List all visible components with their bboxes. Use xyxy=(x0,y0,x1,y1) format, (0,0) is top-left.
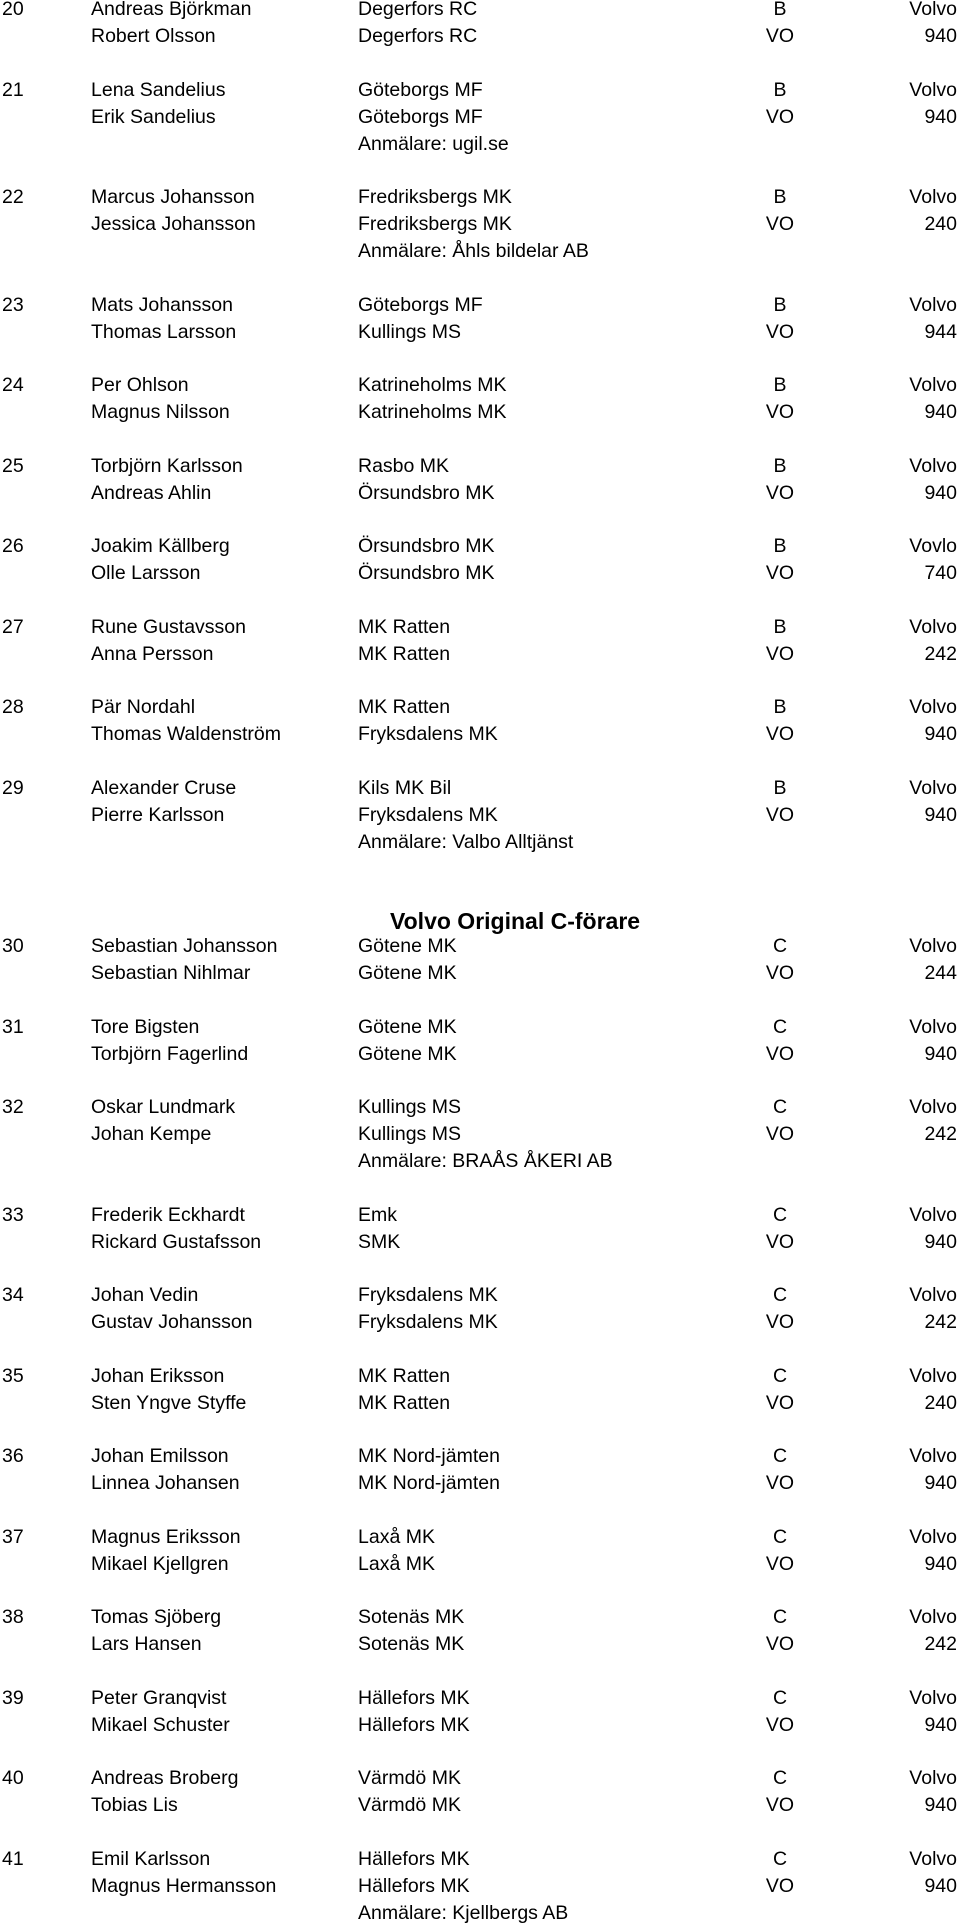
club-name: Götene MK xyxy=(358,962,457,984)
club-name: Örsundsbro MK xyxy=(358,535,495,557)
driver-name: Lena Sandelius xyxy=(91,78,226,101)
club-name: Göteborgs MF xyxy=(358,293,483,316)
class-code-text: VO xyxy=(765,1311,795,1333)
class-code-text: VO xyxy=(765,1391,795,1414)
class-code-text: B xyxy=(773,615,787,638)
driver-name: Tobias Lis xyxy=(91,1794,178,1816)
class-code-text: VO xyxy=(765,320,795,343)
entry-row xyxy=(0,1470,960,1497)
class-code-text: C xyxy=(772,1284,788,1306)
class-code-text: VO xyxy=(765,1042,795,1065)
entry-row xyxy=(0,104,960,131)
car-model: 240 xyxy=(924,213,957,235)
start-number: 28 xyxy=(2,696,24,718)
driver-name: Rune Gustavsson xyxy=(91,615,247,638)
class-code-text: VO xyxy=(765,213,795,235)
driver-name: Mikael Kjellgren xyxy=(91,1552,229,1575)
club-name: MK Ratten xyxy=(358,1391,451,1414)
club-name: Fryksdalens MK xyxy=(358,803,498,826)
entry-row xyxy=(0,1631,960,1658)
club-name: MK Ratten xyxy=(358,615,451,638)
entrant-note: Anmälare: Åhls bildelar AB xyxy=(358,240,589,262)
class-code-text: VO xyxy=(765,401,795,423)
car-model: 940 xyxy=(924,1230,957,1253)
class-code-text: B xyxy=(773,776,787,799)
club-name: Fredriksbergs MK xyxy=(358,213,512,235)
class-code-text: C xyxy=(772,1686,788,1709)
entry-row xyxy=(0,1765,960,1792)
entry-row xyxy=(0,1229,960,1256)
driver-name: Erik Sandelius xyxy=(91,105,216,128)
driver-name: Emil Karlsson xyxy=(91,1847,211,1870)
club-name: SMK xyxy=(358,1230,401,1253)
class-code-text: VO xyxy=(765,1123,795,1145)
club-name: MK Nord-jämten xyxy=(358,1445,500,1467)
car-model: 242 xyxy=(924,1311,957,1333)
start-number: 23 xyxy=(2,293,24,316)
car-model: 940 xyxy=(924,25,957,47)
club-name: Örsundsbro MK xyxy=(358,481,495,504)
start-number: 32 xyxy=(2,1096,24,1118)
entry-row xyxy=(0,1712,960,1739)
class-code-text: VO xyxy=(765,642,795,665)
entry-row xyxy=(0,1121,960,1148)
start-number: 25 xyxy=(2,454,24,477)
car-model: 940 xyxy=(924,1874,957,1897)
club-name: Götene MK xyxy=(358,1042,457,1065)
driver-name: Linnea Johansen xyxy=(91,1472,240,1494)
entrant-row xyxy=(0,1148,960,1175)
club-name: Göteborgs MF xyxy=(358,105,483,128)
club-name: Värmdö MK xyxy=(358,1794,461,1816)
class-code-text: C xyxy=(772,1847,788,1870)
car-model: Volvo xyxy=(909,0,957,20)
class-code-text: B xyxy=(773,186,787,208)
car-model: Volvo xyxy=(909,1015,957,1038)
club-name: Katrineholms MK xyxy=(358,401,507,423)
entrant-row xyxy=(0,238,960,265)
class-code-text: B xyxy=(773,535,787,557)
club-name: Sotenäs MK xyxy=(358,1606,465,1628)
car-model: 940 xyxy=(924,1472,957,1494)
entrant-note: Anmälare: Valbo Alltjänst xyxy=(358,830,574,853)
entry-row xyxy=(0,1094,960,1121)
section-heading: Volvo Original C-förare xyxy=(390,908,641,934)
car-model: Volvo xyxy=(909,1606,957,1628)
club-name: MK Ratten xyxy=(358,642,451,665)
class-code-text: VO xyxy=(765,562,795,584)
driver-name: Gustav Johansson xyxy=(91,1311,253,1333)
entry-row xyxy=(0,1551,960,1578)
entry-row xyxy=(0,775,960,802)
car-model: Volvo xyxy=(909,186,957,208)
club-name: Rasbo MK xyxy=(358,454,450,477)
class-code-text: VO xyxy=(765,1472,795,1494)
car-model: Volvo xyxy=(909,615,957,638)
car-model: Volvo xyxy=(909,1686,957,1709)
club-name: Laxå MK xyxy=(358,1552,435,1575)
club-name: Örsundsbro MK xyxy=(358,562,495,584)
driver-name: Thomas Waldenström xyxy=(91,723,282,745)
club-name: Götene MK xyxy=(358,935,457,957)
driver-name: Joakim Källberg xyxy=(91,535,230,557)
class-code-text: B xyxy=(773,78,787,101)
club-name: Hällefors MK xyxy=(358,1847,470,1870)
start-number: 20 xyxy=(2,0,24,20)
entry-row xyxy=(0,560,960,587)
entry-row xyxy=(0,1390,960,1417)
driver-name: Johan Eriksson xyxy=(91,1364,225,1387)
club-name: Fryksdalens MK xyxy=(358,1311,498,1333)
car-model: 242 xyxy=(924,1123,957,1145)
car-model: Volvo xyxy=(909,374,957,396)
driver-name: Peter Granqvist xyxy=(91,1686,227,1709)
club-name: MK Ratten xyxy=(358,696,451,718)
driver-name: Mats Johansson xyxy=(91,293,233,316)
driver-name: Pierre Karlsson xyxy=(91,803,225,826)
start-number: 34 xyxy=(2,1284,24,1306)
driver-name: Mikael Schuster xyxy=(91,1713,230,1736)
driver-name: Sebastian Nihlmar xyxy=(91,962,251,984)
car-model: 940 xyxy=(924,1713,957,1736)
class-code-text: B xyxy=(773,454,787,477)
car-model: 740 xyxy=(924,562,957,584)
entry-row xyxy=(0,721,960,748)
entry-row xyxy=(0,319,960,346)
entry-row xyxy=(0,480,960,507)
class-code-text: VO xyxy=(765,1552,795,1575)
entry-row xyxy=(0,211,960,238)
class-code-text: VO xyxy=(765,1713,795,1736)
entrant-note: Anmälare: ugil.se xyxy=(358,132,509,155)
car-model: 940 xyxy=(924,1794,957,1816)
entry-row xyxy=(0,694,960,721)
driver-name: Johan Kempe xyxy=(91,1123,212,1145)
club-name: Fredriksbergs MK xyxy=(358,186,512,208)
car-model: Vovlo xyxy=(909,535,957,557)
start-number: 27 xyxy=(2,615,24,638)
driver-name: Torbjörn Fagerlind xyxy=(91,1042,249,1065)
club-name: Emk xyxy=(358,1203,397,1226)
driver-name: Pär Nordahl xyxy=(91,696,196,718)
class-code-text: C xyxy=(772,1606,788,1628)
entry-row xyxy=(0,614,960,641)
driver-name: Anna Persson xyxy=(91,642,214,665)
start-number: 40 xyxy=(2,1767,24,1789)
car-model: Volvo xyxy=(909,1284,957,1306)
class-code-text: C xyxy=(772,1767,788,1789)
car-model: Volvo xyxy=(909,1096,957,1118)
club-name: Degerfors RC xyxy=(358,0,478,20)
entry-row xyxy=(0,23,960,50)
entry-row xyxy=(0,1041,960,1068)
entrant-row xyxy=(0,1900,960,1927)
car-model: Volvo xyxy=(909,935,957,957)
club-name: Kullings MS xyxy=(358,320,461,343)
entry-row xyxy=(0,1846,960,1873)
class-code-text: C xyxy=(772,1203,788,1226)
driver-name: Magnus Hermansson xyxy=(91,1874,277,1897)
entry-row xyxy=(0,1202,960,1229)
car-model: Volvo xyxy=(909,1847,957,1870)
class-code-text: B xyxy=(773,293,787,316)
driver-name: Andreas Broberg xyxy=(91,1767,239,1789)
car-model: 244 xyxy=(924,962,957,984)
class-code-text: B xyxy=(773,696,787,718)
class-code-text: VO xyxy=(765,481,795,504)
start-number: 30 xyxy=(2,935,24,957)
driver-name: Magnus Nilsson xyxy=(91,401,230,423)
class-code-text: B xyxy=(773,0,787,20)
class-code-text: C xyxy=(772,1525,788,1548)
club-name: Sotenäs MK xyxy=(358,1633,465,1655)
class-code-text: VO xyxy=(765,1794,795,1816)
driver-name: Olle Larsson xyxy=(91,562,201,584)
entry-row xyxy=(0,1363,960,1390)
car-model: Volvo xyxy=(909,1525,957,1548)
driver-name: Sten Yngve Styffe xyxy=(91,1391,247,1414)
entrant-note: Anmälare: Kjellbergs AB xyxy=(358,1901,569,1924)
entrant-row xyxy=(0,829,960,856)
start-number: 41 xyxy=(2,1847,24,1870)
start-number: 37 xyxy=(2,1525,24,1548)
club-name: Götene MK xyxy=(358,1015,457,1038)
car-model: Volvo xyxy=(909,1364,957,1387)
club-name: Fryksdalens MK xyxy=(358,723,498,745)
entry-row xyxy=(0,641,960,668)
class-code-text: C xyxy=(772,1015,788,1038)
club-name: Hällefors MK xyxy=(358,1874,470,1897)
club-name: Laxå MK xyxy=(358,1525,435,1548)
start-number: 29 xyxy=(2,776,24,799)
club-name: MK Nord-jämten xyxy=(358,1472,500,1494)
car-model: 940 xyxy=(924,803,957,826)
start-number: 31 xyxy=(2,1015,24,1038)
car-model: Volvo xyxy=(909,1203,957,1226)
entry-row xyxy=(0,1685,960,1712)
club-name: Fryksdalens MK xyxy=(358,1284,498,1306)
driver-name: Tomas Sjöberg xyxy=(91,1606,222,1628)
car-model: Volvo xyxy=(909,776,957,799)
class-code-text: VO xyxy=(765,105,795,128)
entry-row xyxy=(0,1873,960,1900)
entry-row xyxy=(0,533,960,560)
driver-name: Robert Olsson xyxy=(91,25,216,47)
car-model: 940 xyxy=(924,105,957,128)
class-code-text: C xyxy=(772,1445,788,1467)
driver-name: Per Ohlson xyxy=(91,374,189,396)
entry-row xyxy=(0,184,960,211)
car-model: 940 xyxy=(924,1552,957,1575)
entry-row xyxy=(0,1282,960,1309)
car-model: 940 xyxy=(924,401,957,423)
driver-name: Torbjörn Karlsson xyxy=(91,454,243,477)
club-name: Kullings MS xyxy=(358,1123,461,1145)
entry-row xyxy=(0,292,960,319)
driver-name: Andreas Björkman xyxy=(91,0,252,20)
start-number: 21 xyxy=(2,78,24,101)
entry-row xyxy=(0,1309,960,1336)
car-model: 940 xyxy=(924,481,957,504)
start-number: 38 xyxy=(2,1606,24,1628)
start-number: 22 xyxy=(2,186,24,208)
entry-row xyxy=(0,1604,960,1631)
start-number: 36 xyxy=(2,1445,24,1467)
entry-row xyxy=(0,399,960,426)
car-model: 940 xyxy=(924,1042,957,1065)
car-model: Volvo xyxy=(909,1445,957,1467)
class-code-text: VO xyxy=(765,1230,795,1253)
driver-name: Oskar Lundmark xyxy=(91,1096,236,1118)
club-name: Hällefors MK xyxy=(358,1713,470,1736)
car-model: Volvo xyxy=(909,696,957,718)
class-code-text: VO xyxy=(765,1874,795,1897)
car-model: 944 xyxy=(924,320,957,343)
class-code-text: C xyxy=(772,1364,788,1387)
car-model: 240 xyxy=(924,1391,957,1414)
driver-name: Tore Bigsten xyxy=(91,1015,200,1038)
club-name: Göteborgs MF xyxy=(358,78,483,101)
club-name: Degerfors RC xyxy=(358,25,478,47)
entrant-row xyxy=(0,131,960,158)
driver-name: Andreas Ahlin xyxy=(91,481,212,504)
entry-row xyxy=(0,0,960,23)
car-model: 242 xyxy=(924,1633,957,1655)
club-name: Kils MK Bil xyxy=(358,776,452,799)
club-name: MK Ratten xyxy=(358,1364,451,1387)
driver-name: Sebastian Johansson xyxy=(91,935,278,957)
car-model: Volvo xyxy=(909,454,957,477)
entry-row xyxy=(0,933,960,960)
driver-name: Johan Emilsson xyxy=(91,1445,229,1467)
class-code-text: VO xyxy=(765,723,795,745)
club-name: Värmdö MK xyxy=(358,1767,461,1789)
entry-row xyxy=(0,372,960,399)
car-model: Volvo xyxy=(909,1767,957,1789)
start-number: 26 xyxy=(2,535,24,557)
driver-name: Marcus Johansson xyxy=(91,186,255,208)
entry-row xyxy=(0,960,960,987)
class-code-text: B xyxy=(773,374,787,396)
driver-name: Frederik Eckhardt xyxy=(91,1203,245,1226)
driver-name: Lars Hansen xyxy=(91,1633,202,1655)
club-name: Katrineholms MK xyxy=(358,374,507,396)
entry-row xyxy=(0,1443,960,1470)
class-code-text: VO xyxy=(765,962,795,984)
club-name: Kullings MS xyxy=(358,1096,461,1118)
driver-name: Magnus Eriksson xyxy=(91,1525,241,1548)
car-model: 940 xyxy=(924,723,957,745)
entry-row xyxy=(0,1792,960,1819)
driver-name: Johan Vedin xyxy=(91,1284,199,1306)
class-code-text: VO xyxy=(765,803,795,826)
driver-name: Alexander Cruse xyxy=(91,776,237,799)
entry-row xyxy=(0,453,960,480)
driver-name: Thomas Larsson xyxy=(91,320,237,343)
entry-row xyxy=(0,1014,960,1041)
entry-row xyxy=(0,77,960,104)
start-number: 33 xyxy=(2,1203,24,1226)
entry-row xyxy=(0,1524,960,1551)
start-number: 39 xyxy=(2,1686,24,1709)
driver-name: Rickard Gustafsson xyxy=(91,1230,262,1253)
car-model: Volvo xyxy=(909,78,957,101)
class-code-text: C xyxy=(772,935,788,957)
class-code-text: VO xyxy=(765,25,795,47)
start-number: 35 xyxy=(2,1364,24,1387)
driver-name: Jessica Johansson xyxy=(91,213,256,235)
car-model: Volvo xyxy=(909,293,957,316)
class-code-text: C xyxy=(772,1096,788,1118)
entrant-note: Anmälare: BRAÅS ÅKERI AB xyxy=(358,1150,613,1172)
car-model: 242 xyxy=(924,642,957,665)
entry-row xyxy=(0,802,960,829)
start-number: 24 xyxy=(2,374,24,396)
class-code-text: VO xyxy=(765,1633,795,1655)
club-name: Hällefors MK xyxy=(358,1686,470,1709)
